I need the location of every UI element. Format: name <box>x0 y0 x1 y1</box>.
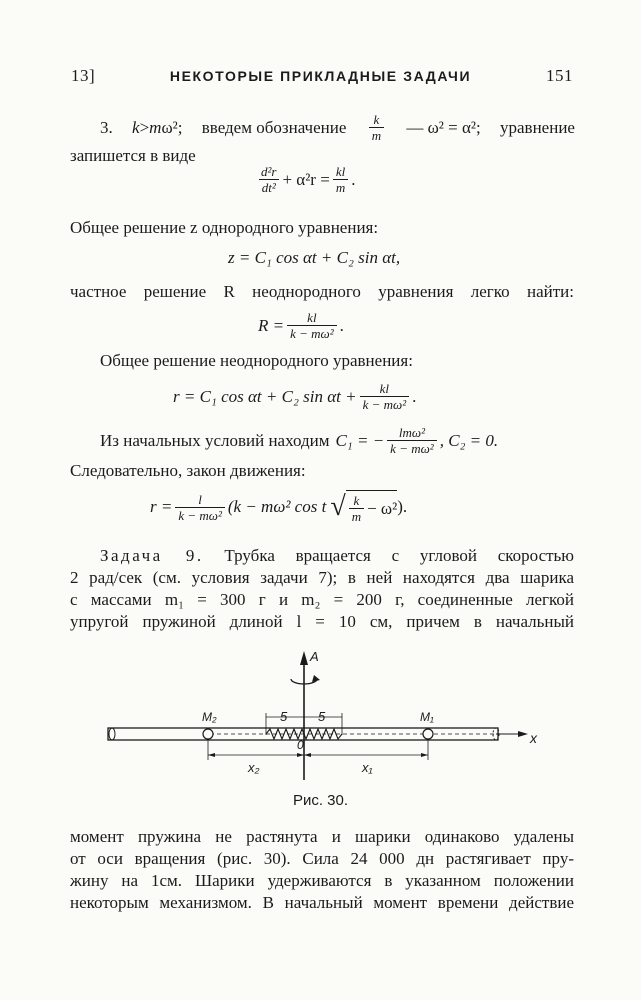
initial-c2: , C₂ = 0. <box>439 430 499 450</box>
initial-text: Из начальных условий находим <box>100 430 330 450</box>
equation-motion <box>255 164 355 195</box>
eq1-end: . <box>351 169 356 189</box>
page-number: 151 <box>546 66 573 85</box>
label-m1: M₁ <box>420 710 434 724</box>
task9-line4: упругой пружиной длиной l = 10 см, причем в начальный <box>70 612 574 631</box>
x1-arrow-left <box>304 753 311 757</box>
x1-label: x₁ <box>362 760 373 775</box>
tube-left-end <box>109 728 115 740</box>
general-inhomog-fraction: $\frac{kl}{\text{k − mω²}}$ <box>360 381 410 412</box>
item-3-number: 3. <box>100 117 113 137</box>
closing-line1: момент пружина не растянута и шарики одинаково удалены <box>70 827 574 846</box>
particular-fraction: $\frac{kl}{\text{k − mω²}}$ <box>287 310 337 341</box>
rotation-arrow-head <box>312 675 320 682</box>
figure-caption: Рис. 30. <box>292 792 349 809</box>
task9-label: Задача 9. <box>100 546 204 565</box>
fraction-k-over-m: $\frac{k}{m}$ <box>369 112 384 143</box>
particular-text: частное решение R неоднородного уравнения легко найти: <box>70 282 574 301</box>
initial-c1: C₁ = − <box>335 430 385 450</box>
x2-arrow-left <box>208 753 215 757</box>
figure-30 <box>100 645 550 785</box>
x1-arrow-right <box>421 753 428 757</box>
x2-label: x₂ <box>248 760 260 775</box>
ball-m1 <box>423 729 433 739</box>
item-3-condition: k>mω²; <box>132 117 183 137</box>
general-inhomog-text: Общее решение неоднородного уравнения: <box>100 351 413 370</box>
general-inhomog-lhs: r = C₁ cos αt + C₂ sin αt + <box>173 386 357 406</box>
x2-arrow-right <box>297 753 304 757</box>
particular-end: . <box>339 315 344 335</box>
closing-line4: некоторым механизмом. В начальный момент времени действие <box>70 893 574 912</box>
law-end: ). <box>397 497 408 516</box>
eq1-middle: + α²r = <box>282 169 330 189</box>
chapter-number: 13] <box>71 66 96 85</box>
dim-five-left: 5 <box>280 709 288 724</box>
sqrt-fraction: $\frac{k}{m}$ <box>349 493 364 524</box>
law-paren: (k − mω² cos t <box>227 497 327 516</box>
x-axis-label: x <box>530 730 537 746</box>
item-3-intro: введем обозначение <box>201 117 347 137</box>
law-lhs: r = <box>150 497 173 516</box>
task9-line3: с массами m₁ = 300 г и m₂ = 200 г, соединенные легкой <box>70 590 574 609</box>
x-axis-arrow <box>518 731 528 737</box>
item-3-line2: запишется в виде <box>70 146 196 165</box>
item-3-tail: уравнение <box>500 117 575 137</box>
sqrt-sign: √ <box>330 491 346 522</box>
running-title: НЕКОТОРЫЕ ПРИКЛАДНЫЕ ЗАДАЧИ <box>169 68 472 84</box>
initial-fraction: $\frac{\text{lmω²}}{\text{k − mω²}}$ <box>387 425 437 456</box>
general-homog-eq: z = C₁ cos αt + C₂ sin αt, <box>228 248 401 267</box>
axis-a-label: A <box>310 649 319 664</box>
axis-a-arrow <box>300 651 308 665</box>
task9-line1: Задача 9. Трубка вращается с угловой скоростью <box>100 546 574 565</box>
particular-lhs: R = <box>258 315 285 335</box>
label-m2: M₂ <box>202 710 217 724</box>
particular-eq <box>258 310 344 341</box>
therefore-text: Следовательно, закон движения: <box>70 461 306 480</box>
law-fraction: $\frac{l}{\text{k − mω²}}$ <box>175 492 225 523</box>
law-of-motion-eq <box>150 490 407 524</box>
general-inhomog-eq <box>173 381 416 412</box>
closing-line2: от оси вращения (рис. 30). Сила 24 000 дн растягивает пру- <box>70 849 574 868</box>
general-homog-text: Общее решение z однородного уравнения: <box>70 218 379 237</box>
closing-line3: жину на 1см. Шарики удерживаются в указанном положении <box>70 871 574 890</box>
fraction-kl-over-m: $\frac{kl}{m}$ <box>333 164 348 195</box>
dim-five-right: 5 <box>318 709 326 724</box>
origin-label: 0 <box>297 738 304 752</box>
initial-conditions-line <box>100 425 498 456</box>
ball-m2 <box>203 729 213 739</box>
sqrt-body: $\frac{k}{m}$ − ω² <box>346 490 398 524</box>
fraction-d2r-dt2: $\frac{\text{d²r}}{\text{dt²}}$ <box>258 164 279 195</box>
item-3-assign: — ω² = α²; <box>406 117 481 137</box>
task9-line2: 2 рад/сек (см. условия задачи 7); в ней находятся два шарика <box>70 568 574 587</box>
general-inhomog-end: . <box>412 386 417 406</box>
item-3-line <box>100 112 575 143</box>
